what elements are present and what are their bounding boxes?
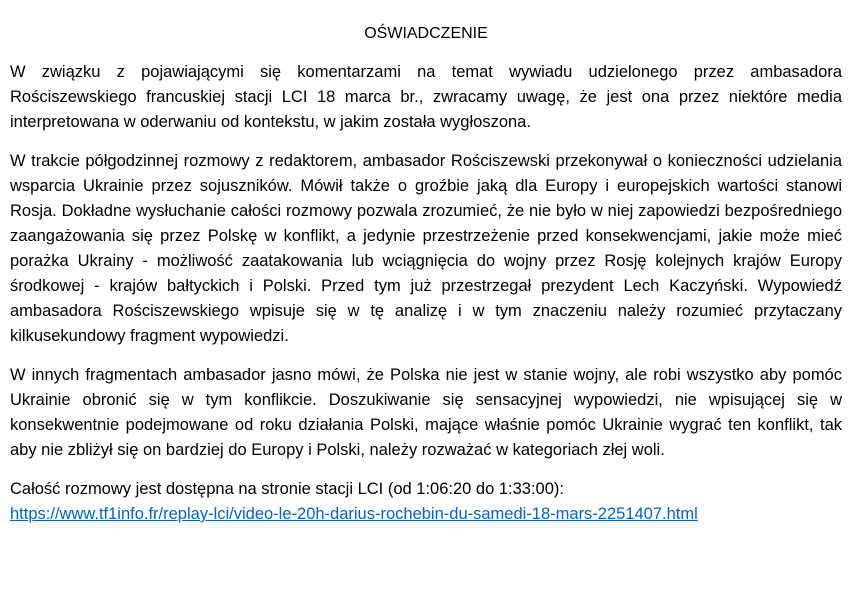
paragraph-clarification: W innych fragmentach ambasador jasno mówi, że Polska nie jest w stanie wojny, ale robi wszystko aby pomóc Ukrainie obronić się w tym konflikcie. Doszukiwanie się sensacyjnej wypowiedzi, nie wpisującej się w konsekwentnie podejmowane od roku działania Polski, mające właśnie pomóc Ukrainie wygrać ten konflikt, tak aby nie zbliżył się on bardziej do Europy i Polski, należy rozważać w kategoriach złej woli.: [10, 366, 842, 459]
closing-text: Całość rozmowy jest dostępna na stronie stacji LCI (od 1:06:20 do 1:33:00):: [10, 480, 564, 498]
document-title: OŚWIADCZENIE: [364, 25, 488, 42]
paragraph-interview-summary: W trakcie półgodzinnej rozmowy z redaktorem, ambasador Rościszewski przekonywał o konieczności udzielania wsparcia Ukrainie przez sojuszników. Mówił także o groźbie jaką dla Europy i europejskich wartości stanowi Rosja. Dokładne wysłuchanie całości rozmowy pozwala zrozumieć, że nie było w niej zapowiedzi bezpośredniego zaangażowania się przez Polskę w konflikt, a jedynie przestrzeżenie przed konsekwencjami, jakie może mieć porażka Ukrainy - możliwość zaatakowania lub wciągnięcia do wojny przez Rosję kolejnych krajów Europy środkowej - krajów bałtyckich i Polski. Przed tym już przestrzegał prezydent Lech Kaczyński. Wypowiedź ambasadora Rościszewskiego wpisuje się w tę analizę i w tym znaczeniu należy rozumieć przytaczany kilkusekundowy fragment wypowiedzi.: [10, 152, 842, 345]
closing-block: [10, 477, 842, 527]
interview-link[interactable]: https://www.tf1info.fr/replay-lci/video-le-20h-darius-rochebin-du-samedi-18-mars-2251407.html: [10, 505, 698, 523]
statement-document: [10, 22, 842, 527]
paragraph-context: W związku z pojawiającymi się komentarzami na temat wywiadu udzielonego przez ambasadora Rościszewskiego francuskiej stacji LCI 18 marca br., zwracamy uwagę, że jest ona przez niektóre media interpretowana w oderwaniu od kontekstu, w jakim została wygłoszona.: [10, 63, 842, 131]
